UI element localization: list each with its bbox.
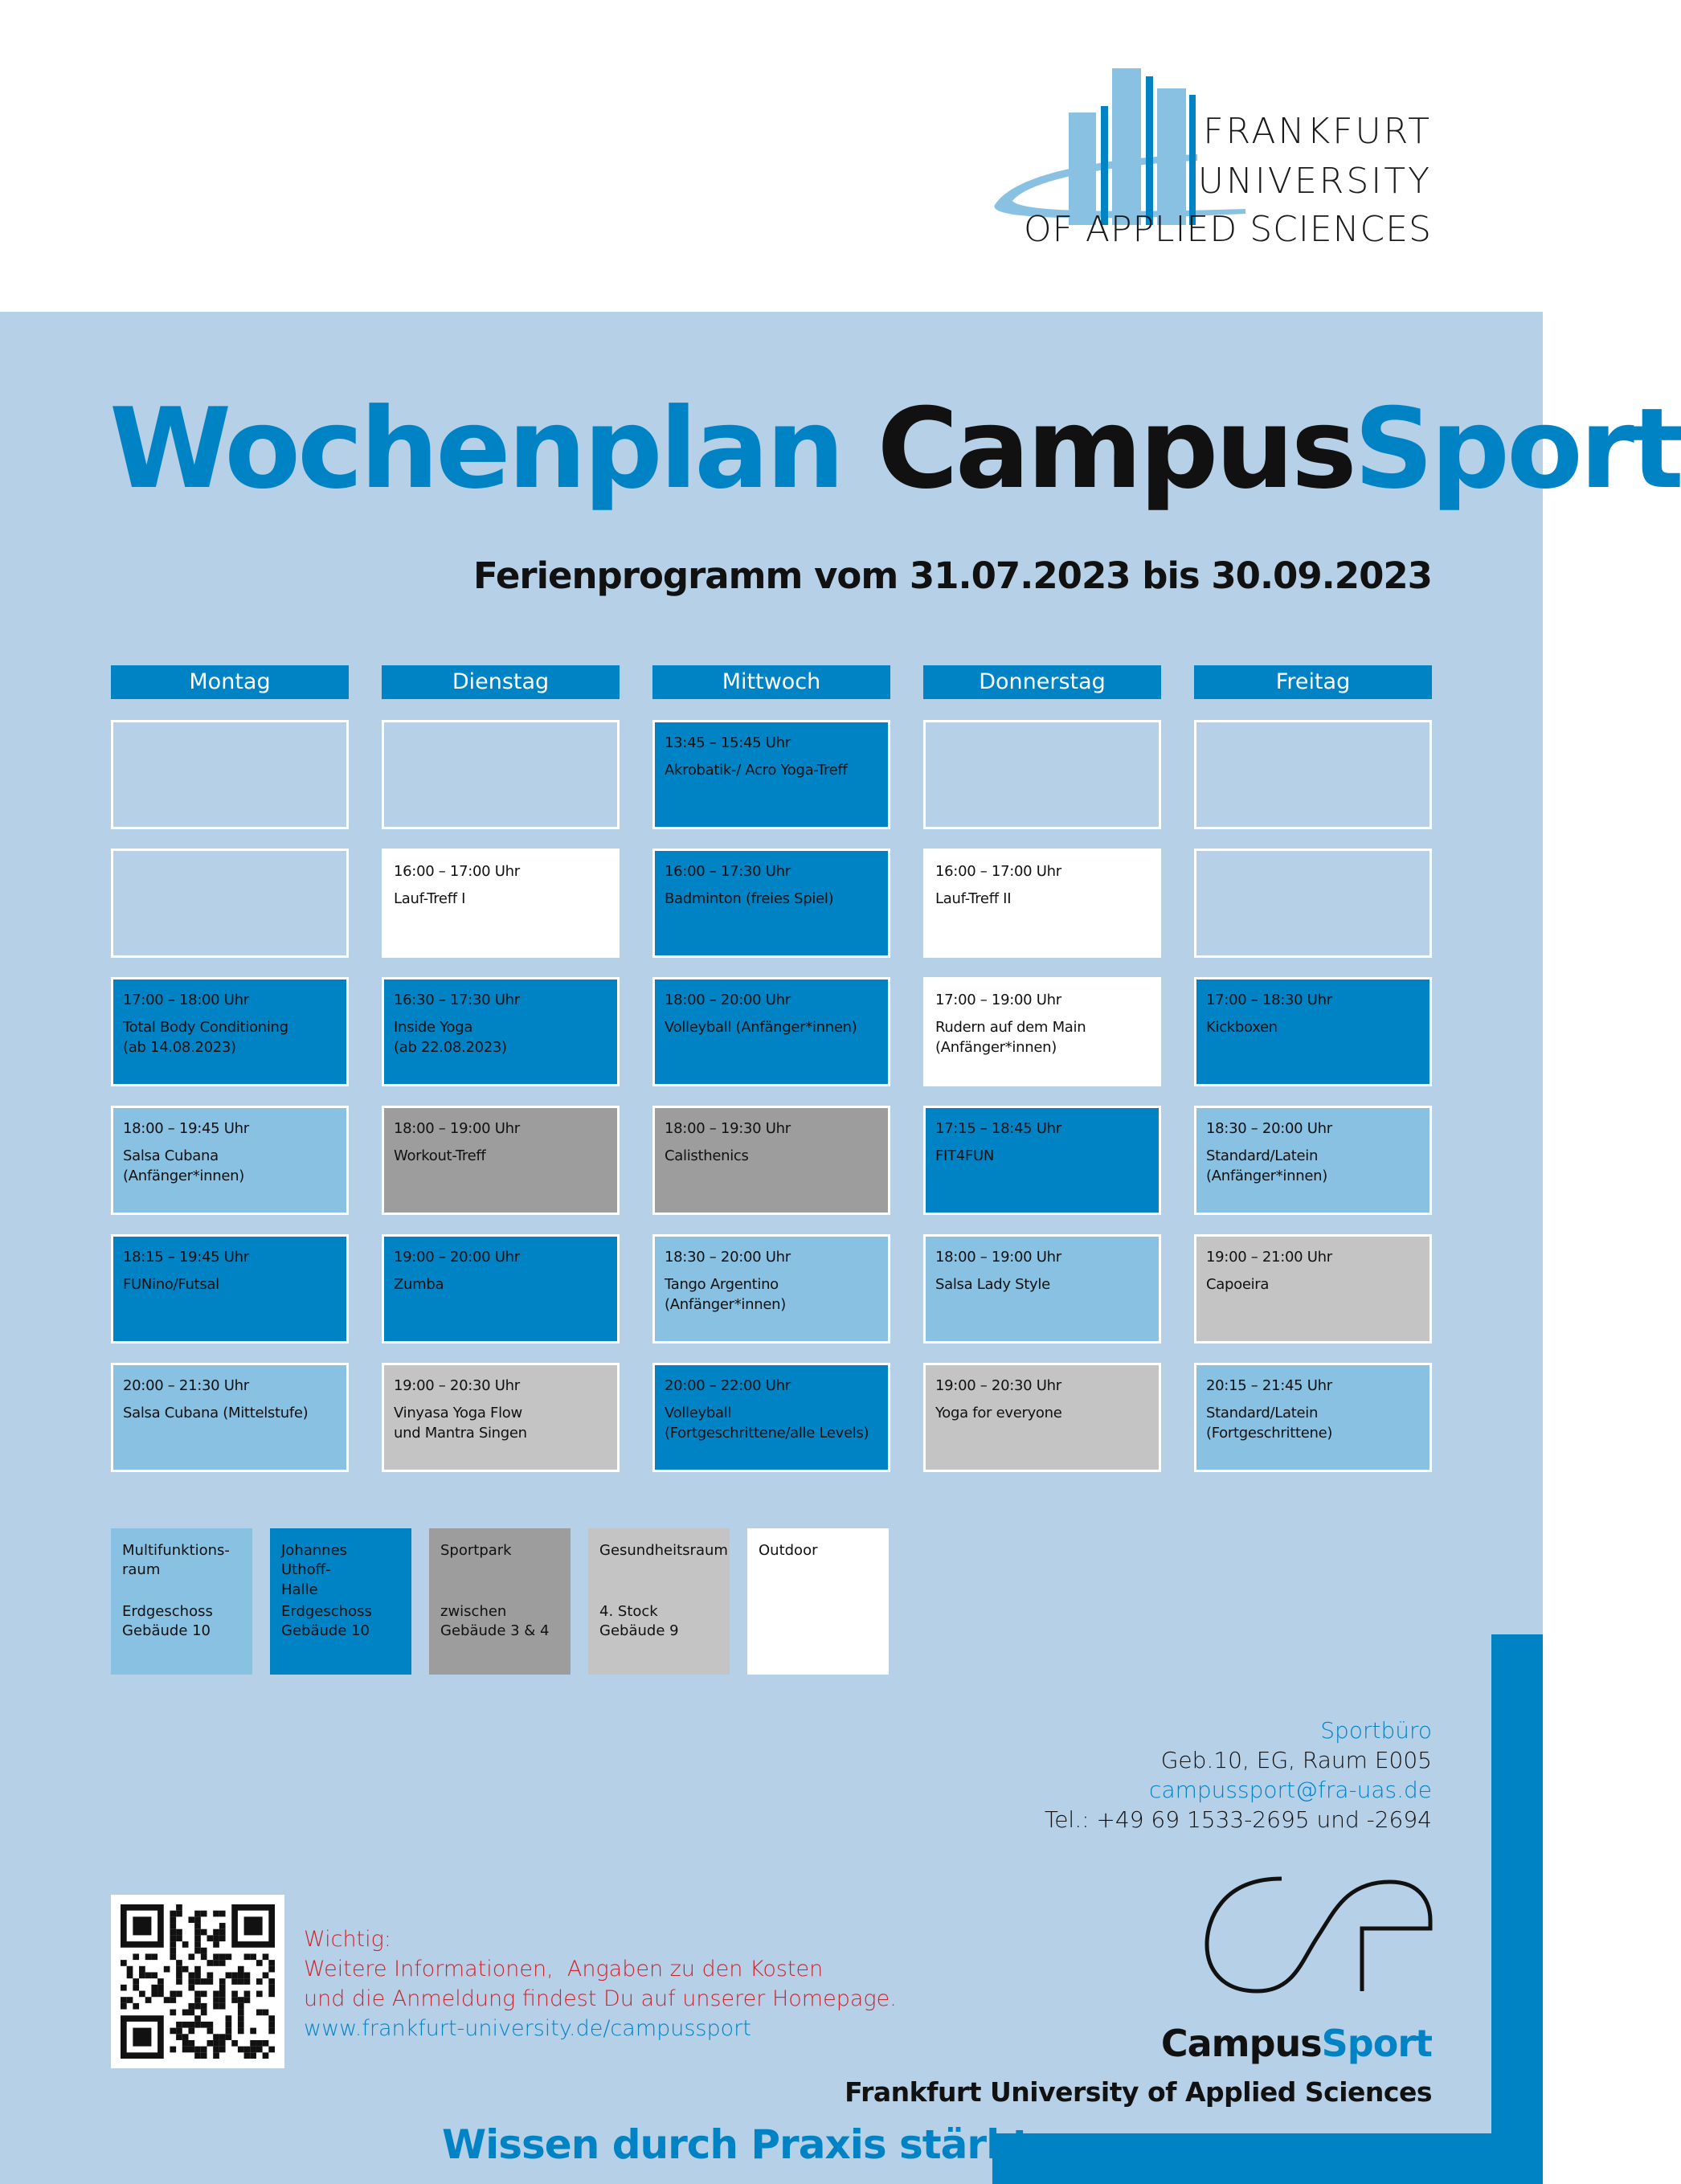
- notice-line-1: Weitere Informationen, Angaben zu den Kosten: [304, 1957, 824, 1982]
- course-name: FUNino/Futsal: [123, 1276, 219, 1294]
- course-card: [923, 849, 1161, 958]
- course-time: 17:00 – 18:30 Uhr: [1206, 992, 1332, 1008]
- contact-address: Geb.10, EG, Raum E005: [1160, 1747, 1432, 1773]
- course-time: 18:00 – 20:00 Uhr: [665, 992, 791, 1008]
- course-time: 18:00 – 19:30 Uhr: [665, 1120, 791, 1137]
- course-name: Calisthenics: [665, 1147, 749, 1165]
- course-card: [111, 1106, 349, 1215]
- day-header-0: Montag: [111, 665, 349, 699]
- decorative-bar-horizontal: [992, 2133, 1543, 2184]
- legend-title: Multifunktions- raum: [122, 1542, 230, 1579]
- course-card: [382, 1234, 620, 1344]
- campussport-name-part-2: Sport: [1321, 2022, 1432, 2065]
- course-time: 17:15 – 18:45 Uhr: [935, 1120, 1061, 1137]
- course-time: 16:00 – 17:00 Uhr: [394, 863, 520, 880]
- course-name: Total Body Conditioning (ab 14.08.2023): [123, 1019, 288, 1056]
- course-name: Kickboxen: [1206, 1019, 1278, 1037]
- course-name: Salsa Lady Style: [935, 1276, 1050, 1294]
- decorative-bar-vertical: [1491, 1634, 1543, 2184]
- day-header-1: Dienstag: [382, 665, 620, 699]
- course-name: Akrobatik-/ Acro Yoga-Treff: [665, 762, 848, 779]
- campussport-logo-icon: [1197, 1872, 1438, 2001]
- day-header-3: Donnerstag: [923, 665, 1161, 699]
- course-card: [923, 1234, 1161, 1344]
- notice-line-2: und die Anmeldung findest Du auf unserer Homepage.: [304, 1986, 897, 2011]
- homepage-link[interactable]: www.frankfurt-university.de/campussport: [304, 2016, 751, 2041]
- course-name: Standard/Latein (Fortgeschrittene): [1206, 1405, 1333, 1442]
- slogan: Wissen durch Praxis stärkt: [442, 2121, 1031, 2168]
- course-time: 17:00 – 18:00 Uhr: [123, 992, 249, 1008]
- course-card: [923, 1106, 1161, 1215]
- empty-slot: [111, 849, 349, 958]
- course-time: 17:00 – 19:00 Uhr: [935, 992, 1061, 1008]
- course-card: [1194, 1234, 1432, 1344]
- title-part-2: Campus: [877, 384, 1354, 513]
- day-header-2: Mittwoch: [652, 665, 890, 699]
- legend-title: Sportpark: [440, 1542, 512, 1559]
- title-part-1: Wochenplan: [109, 384, 842, 513]
- course-time: 19:00 – 20:30 Uhr: [394, 1377, 520, 1394]
- course-name: Salsa Cubana (Mittelstufe): [123, 1405, 309, 1422]
- course-name: Salsa Cubana (Anfänger*innen): [123, 1147, 244, 1184]
- empty-slot: [382, 720, 620, 829]
- course-card: [652, 977, 890, 1086]
- course-card: [1194, 977, 1432, 1086]
- course-name: Lauf-Treff II: [935, 890, 1012, 908]
- course-name: Rudern auf dem Main (Anfänger*innen): [935, 1019, 1086, 1056]
- notice-block: [304, 1924, 897, 2043]
- course-name: Zumba: [394, 1276, 444, 1294]
- campussport-university: Frankfurt University of Applied Sciences: [845, 2076, 1432, 2108]
- legend-location: 4. Stock Gebäude 9: [599, 1603, 679, 1640]
- legend-item: [111, 1528, 252, 1675]
- course-card: [1194, 1363, 1432, 1472]
- course-time: 19:00 – 21:00 Uhr: [1206, 1249, 1332, 1266]
- course-card: [652, 1234, 890, 1344]
- course-time: 18:15 – 19:45 Uhr: [123, 1249, 249, 1266]
- course-name: Lauf-Treff I: [394, 890, 466, 908]
- page-title: [109, 384, 1681, 513]
- course-time: 20:00 – 21:30 Uhr: [123, 1377, 249, 1394]
- empty-slot: [1194, 720, 1432, 829]
- empty-slot: [111, 720, 349, 829]
- course-name: Tango Argentino (Anfänger*innen): [665, 1276, 786, 1313]
- legend-item: [270, 1528, 411, 1675]
- contact-phone: Tel.: +49 69 1533-2695 und -2694: [1044, 1806, 1432, 1833]
- legend-item: [747, 1528, 889, 1675]
- course-time: 18:00 – 19:00 Uhr: [394, 1120, 520, 1137]
- course-card: [1194, 1106, 1432, 1215]
- course-time: 19:00 – 20:00 Uhr: [394, 1249, 520, 1266]
- course-name: FIT4FUN: [935, 1147, 995, 1165]
- course-card: [923, 1363, 1161, 1472]
- contact-office: Sportbüro: [1320, 1717, 1432, 1744]
- course-time: 13:45 – 15:45 Uhr: [665, 734, 791, 751]
- course-time: 18:00 – 19:45 Uhr: [123, 1120, 249, 1137]
- course-card: [111, 1363, 349, 1472]
- course-time: 16:00 – 17:30 Uhr: [665, 863, 791, 880]
- course-time: 16:00 – 17:00 Uhr: [935, 863, 1061, 880]
- course-time: 20:15 – 21:45 Uhr: [1206, 1377, 1332, 1394]
- course-name: Inside Yoga (ab 22.08.2023): [394, 1019, 507, 1056]
- logo-line-3: OF APPLIED SCIENCES: [1023, 209, 1432, 250]
- campussport-name: [1161, 2022, 1432, 2065]
- course-name: Volleyball (Fortgeschrittene/alle Levels): [665, 1405, 869, 1442]
- course-card: [652, 849, 890, 958]
- qr-code-icon[interactable]: [111, 1895, 284, 2068]
- campussport-name-part-1: Campus: [1160, 2022, 1322, 2065]
- title-part-3: Sport: [1353, 384, 1681, 513]
- empty-slot: [923, 720, 1161, 829]
- course-time: 18:30 – 20:00 Uhr: [1206, 1120, 1332, 1137]
- course-name: Badminton (freies Spiel): [665, 890, 834, 908]
- logo-line-1: FRANKFURT: [1203, 111, 1432, 152]
- legend-title: Johannes Uthoff- Halle: [281, 1542, 348, 1598]
- course-card: [382, 849, 620, 958]
- course-name: Capoeira: [1206, 1276, 1270, 1294]
- logo-line-2: UNIVERSITY: [1197, 161, 1432, 202]
- legend-item: [588, 1528, 730, 1675]
- course-time: 18:00 – 19:00 Uhr: [935, 1249, 1061, 1266]
- course-card: [652, 1363, 890, 1472]
- legend-item: [429, 1528, 571, 1675]
- course-card: [923, 977, 1161, 1086]
- page-subtitle: Ferienprogramm vom 31.07.2023 bis 30.09.2023: [472, 554, 1432, 597]
- contact-block: [1045, 1716, 1432, 1834]
- course-name: Workout-Treff: [394, 1147, 486, 1165]
- legend-location: Erdgeschoss Gebäude 10: [281, 1603, 372, 1640]
- course-card: [382, 977, 620, 1086]
- course-name: Vinyasa Yoga Flow und Mantra Singen: [394, 1405, 527, 1442]
- contact-email-link[interactable]: campussport@fra-uas.de: [1149, 1777, 1432, 1803]
- course-card: [382, 1363, 620, 1472]
- day-header-4: Freitag: [1194, 665, 1432, 699]
- notice-label: Wichtig:: [304, 1927, 391, 1952]
- course-card: [382, 1106, 620, 1215]
- course-time: 18:30 – 20:00 Uhr: [665, 1249, 791, 1266]
- legend-location: zwischen Gebäude 3 & 4: [440, 1603, 550, 1640]
- course-name: Yoga for everyone: [935, 1405, 1062, 1422]
- course-card: [652, 720, 890, 829]
- course-card: [111, 1234, 349, 1344]
- course-name: Standard/Latein (Anfänger*innen): [1206, 1147, 1327, 1184]
- empty-slot: [1194, 849, 1432, 958]
- course-time: 19:00 – 20:30 Uhr: [935, 1377, 1061, 1394]
- course-card: [652, 1106, 890, 1215]
- course-time: 16:30 – 17:30 Uhr: [394, 992, 520, 1008]
- course-time: 20:00 – 22:00 Uhr: [665, 1377, 791, 1394]
- course-card: [111, 977, 349, 1086]
- course-name: Volleyball (Anfänger*innen): [665, 1019, 857, 1037]
- legend-title: Outdoor: [759, 1542, 818, 1559]
- legend-location: Erdgeschoss Gebäude 10: [122, 1603, 213, 1640]
- legend-title: Gesundheitsraum: [599, 1542, 728, 1559]
